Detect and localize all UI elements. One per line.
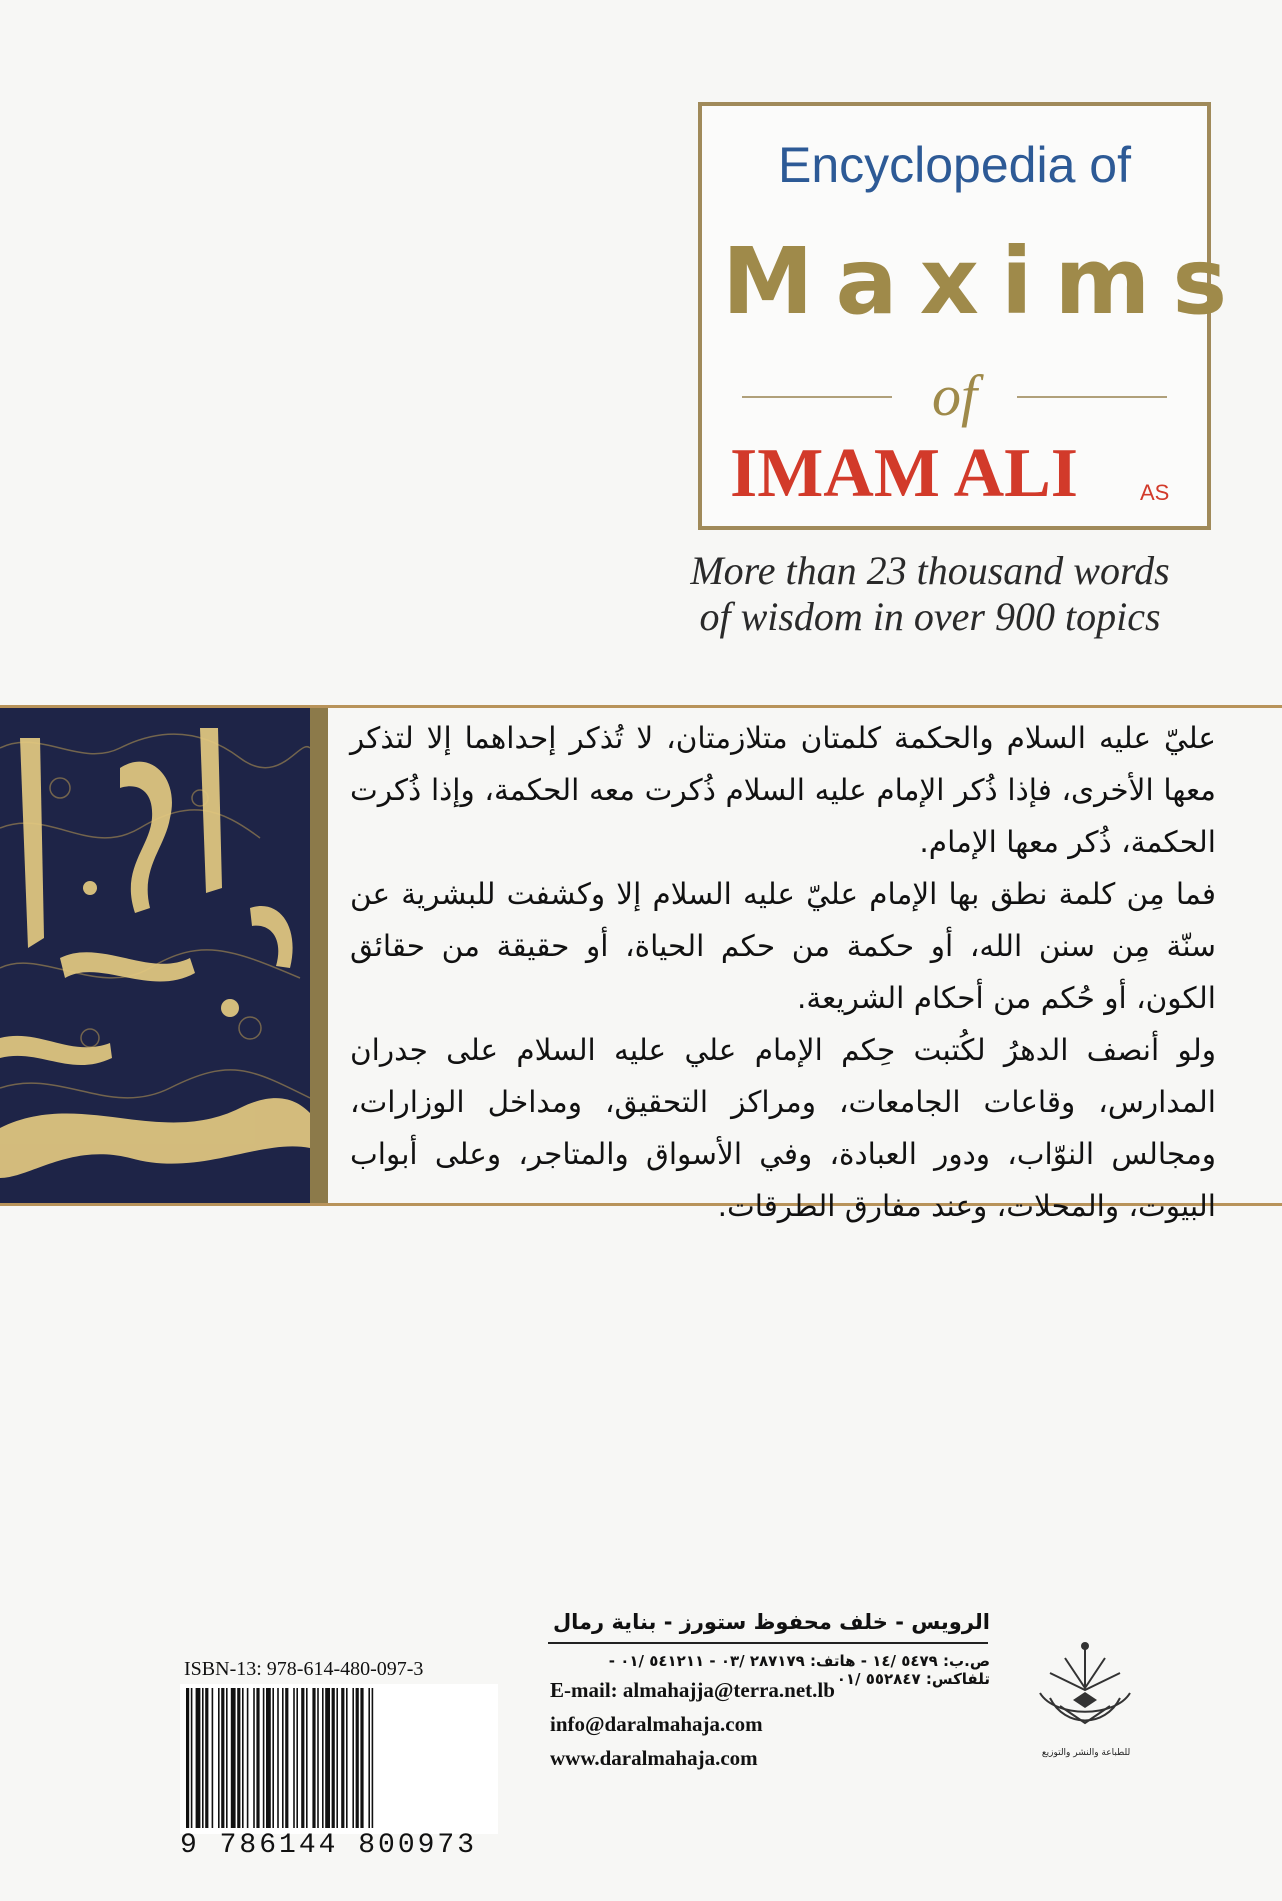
barcode-bar [301,1688,304,1828]
barcode-bar [247,1688,249,1828]
barcode-bar [285,1688,288,1828]
title-line-maxims: Maxims [722,228,1250,335]
publisher-email-2: info@daralmahaja.com [550,1712,763,1736]
barcode-bar [356,1688,359,1828]
blurb-paragraph-2: فما مِن كلمة نطق بها الإمام عليّ عليه السلام إلا وكشفت للبشرية عن سنّة مِن سنن الله، أو حكمة من حكم الحياة، أو حقيقة من حقائق الكون، أو حُكم من أحكام الشريعة. [350,877,1216,1015]
barcode-bar [317,1688,319,1828]
title-line-imam-ali: IMAM ALI [730,435,1079,512]
barcode-bar [231,1688,236,1828]
barcode-bar [205,1688,208,1828]
barcode-bar [372,1688,374,1828]
publisher-email: E-mail: almahajja@terra.net.lb [550,1678,835,1702]
title-of-row [742,363,1167,428]
barcode-bar [368,1688,370,1828]
barcode-bar [263,1688,265,1828]
barcode-bar [332,1688,335,1828]
barcode-bar [296,1688,298,1828]
publisher-phone: ص.ب: ٥٤٧٩ /١٤ - هاتف: ٢٨٧١٧٩ /٠٣ - ٥٤١٢١١ /٠١ - تلفاكس: ٥٥٢٨٤٧ /٠١ [608,1652,990,1688]
title-suffix: AS [1140,480,1170,505]
publisher-website: www.daralmahaja.com [550,1746,758,1770]
publisher-divider [548,1642,988,1644]
barcode-bar [346,1688,348,1828]
barcode-bar [277,1688,279,1828]
barcode-bar [352,1688,354,1828]
barcode-bar [186,1688,189,1828]
barcode-bar [293,1688,295,1828]
blurb-paragraph-3: ولو أنصف الدهرُ لكُتبت حِكم الإمام علي عليه السلام على جدران المدارس، وقاعات الجامعات، ومراكز التحقيق، ومداخل الوزارات، ومجالس النوّاب، ودور العبادة، وفي الأسواق والمتاجر، وعلى أبواب البيوت، والمحلات، وعند مفارق الطرقات. [350,1033,1216,1223]
barcode-bar [218,1688,220,1828]
blurb-paragraph-1: عليّ عليه السلام والحكمة كلمتان متلازمتان، لا تُذكر إحداهما إلا لتذكر معها الأخرى، فإذا ذُكر الإمام عليه السلام ذُكرت معه الحكمة، وإذا ذُكرت الحكمة، ذُكر معها الإمام. [350,721,1216,859]
title-frame [698,102,1250,530]
gold-strip [310,708,328,1203]
barcode [180,1684,498,1834]
tagline [660,548,1200,640]
barcode-bar [256,1688,259,1828]
publisher-address: الرويس - خلف محفوظ ستورز - بناية رمال [552,1610,990,1634]
barcode-bar [282,1688,284,1828]
barcode-bar [272,1688,274,1828]
barcode-bar [341,1688,344,1828]
barcode-bar [322,1688,324,1828]
divider-right [1017,396,1167,398]
barcode-bar [196,1688,201,1828]
barcode-bar [306,1688,308,1828]
barcode-bar [242,1688,244,1828]
barcode-bar [212,1688,214,1828]
barcode-bar [325,1688,330,1828]
tagline-line-2: of wisdom in over 900 topics [699,594,1161,639]
barcode-bar [360,1688,363,1828]
publisher-logo-icon [1025,1628,1145,1748]
barcode-bar [266,1688,271,1828]
calligraphy-panel [0,708,310,1203]
arabic-blurb [350,712,1216,1232]
calligraphy-art-icon [0,708,310,1203]
barcode-bar [253,1688,255,1828]
barcode-bar [221,1688,224,1828]
publisher-logo-caption: للطباعة والنشر والتوزيع [1041,1748,1131,1758]
tagline-line-1: More than 23 thousand words [690,548,1170,593]
isbn-label: ISBN-13: 978-614-480-097-3 [184,1658,424,1680]
barcode-bar [312,1688,315,1828]
barcode-bar [226,1688,228,1828]
barcode-bar [237,1688,240,1828]
barcode-digits: 9 786144 800973 [180,1830,478,1861]
title-line-encyclopedia: Encyclopedia of [777,137,1131,193]
barcode-bar [202,1688,204,1828]
title-line-of: of [931,363,978,428]
barcode-bar [336,1688,338,1828]
barcode-icon [180,1684,498,1834]
barcode-bar [191,1688,193,1828]
